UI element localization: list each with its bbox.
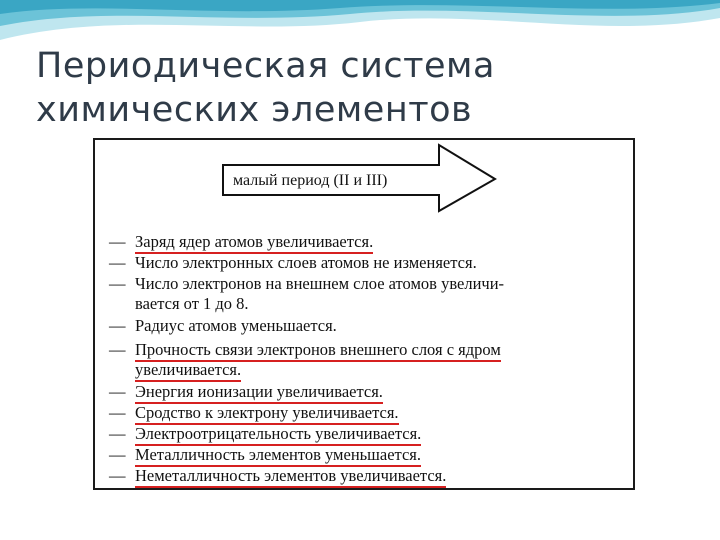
list-item-text: увеличивается. xyxy=(135,360,241,382)
dash: — xyxy=(109,382,126,401)
list-item xyxy=(109,466,629,486)
list-item-text: Металличность элементов уменьшается. xyxy=(135,445,421,467)
dash: — xyxy=(109,253,126,272)
list-item-text: Число электронов на внешнем слое атомов увеличи- xyxy=(135,274,505,293)
list-item-text: Сродство к электрону увеличивается. xyxy=(135,403,399,425)
list-item xyxy=(109,253,629,273)
list-item xyxy=(109,316,629,336)
dash: — xyxy=(109,424,126,443)
slide-title-line-1: Периодическая система xyxy=(36,46,495,86)
list-item xyxy=(109,382,629,402)
list-item-text: Энергия ионизации увеличивается. xyxy=(135,382,383,404)
list-item xyxy=(109,424,629,444)
list-item xyxy=(109,403,629,423)
dash: — xyxy=(109,316,126,335)
list-item-text: Неметалличность элементов увеличивается. xyxy=(135,466,446,488)
dash: — xyxy=(109,232,126,251)
list-item-continuation xyxy=(109,294,629,314)
slide-title xyxy=(36,44,596,132)
list-item-text: Число электронных слоев атомов не изменяется. xyxy=(135,253,477,272)
arrow-label: малый период (II и III) xyxy=(233,172,388,189)
dash: — xyxy=(109,445,126,464)
dash: — xyxy=(109,403,126,422)
list-item xyxy=(109,445,629,465)
list-item-text: Заряд ядер атомов увеличивается. xyxy=(135,232,373,254)
list-item-text: Прочность связи электронов внешнего слоя с ядром xyxy=(135,340,501,362)
list-item-text: вается от 1 до 8. xyxy=(135,294,249,313)
list-item-continuation xyxy=(109,360,629,380)
list-item xyxy=(109,340,629,360)
list-item-text: Электроотрицательность увеличивается. xyxy=(135,424,421,446)
list-item-text: Радиус атомов уменьшается. xyxy=(135,316,337,335)
list-item xyxy=(109,232,629,252)
dash: — xyxy=(109,340,126,359)
slide-title-line-2: химических элементов xyxy=(36,90,473,130)
dash: — xyxy=(109,274,126,293)
scanned-figure xyxy=(93,138,635,490)
list-item xyxy=(109,274,629,294)
dash: — xyxy=(109,466,126,485)
